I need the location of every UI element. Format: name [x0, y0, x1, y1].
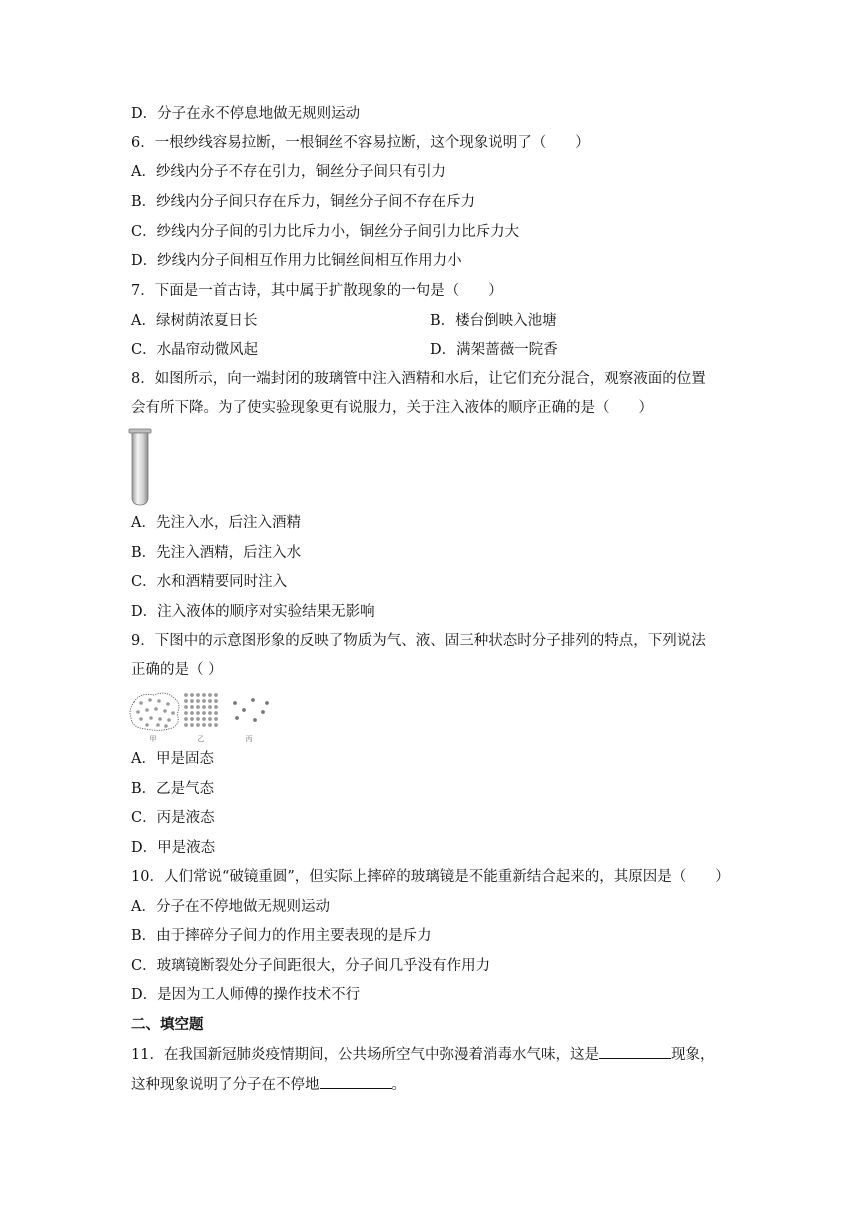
state-jia-diagram [130, 693, 179, 743]
q11-line2-text-b: 。 [391, 1077, 406, 1093]
q10-option-b: B．由于摔碎分子间力的作用主要表现的是斥力 [131, 928, 432, 944]
q9-stem-line2: 正确的是（ ） [131, 662, 223, 678]
q8-option-c: C．水和酒精要同时注入 [131, 574, 288, 590]
q9-option-d: D．甲是液态 [131, 840, 216, 856]
q9-stem-line1: 9．下图中的示意图形象的反映了物质为气、液、固三种状态时分子排列的特点，下列说法 [131, 633, 706, 649]
q5-option-d: D．分子在永不停息地做无规则运动 [131, 106, 361, 122]
section-title: 二、填空题 [131, 1017, 204, 1033]
q11-line1-text-b: 现象， [670, 1047, 715, 1063]
q8-option-d: D．注入液体的顺序对实验结果无影响 [131, 604, 375, 620]
molecule-states-figure [128, 688, 274, 744]
q7-option-a: A．绿树荫浓夏日长 [131, 313, 258, 329]
q11-blank-1 [599, 1044, 671, 1059]
q11-line2 [131, 1074, 406, 1095]
label-bing: 丙 [245, 735, 253, 743]
q8-stem-line1: 8．如图所示，向一端封闭的玻璃管中注入酒精和水后，让它们充分混合，观察液面的位置 [131, 371, 706, 387]
q11-line2-text-a: 这种现象说明了分子在不停地 [131, 1077, 320, 1093]
q6-option-d: D．纱线内分子间相互作用力比铜丝间相互作用力小 [131, 253, 462, 269]
q10-option-a: A．分子在不停地做无规则运动 [131, 899, 330, 915]
q7-option-b: B．楼台倒映入池塘 [430, 313, 557, 329]
state-yi-diagram [184, 693, 218, 743]
q11-line1 [131, 1044, 714, 1065]
test-tube-figure [128, 428, 152, 508]
state-bing-diagram [233, 698, 269, 743]
q11-line1-text-a: 11．在我国新冠肺炎疫情期间，公共场所空气中弥漫着消毒水气味，这是 [131, 1047, 599, 1063]
q9-option-c: C．丙是液态 [131, 810, 215, 826]
q6-option-b: B．纱线内分子间只存在斥力，铜丝分子间不存在斥力 [131, 194, 476, 210]
q6-option-a: A．纱线内分子不存在引力，铜丝分子间只有引力 [131, 164, 446, 180]
q10-option-d: D．是因为工人师傅的操作技术不行 [131, 987, 361, 1003]
label-yi: 乙 [197, 735, 205, 743]
q9-option-a: A．甲是固态 [131, 751, 214, 767]
label-jia: 甲 [149, 735, 157, 743]
q8-option-b: B．先注入酒精，后注入水 [131, 545, 302, 561]
q8-stem-line2: 会有所下降。为了使实验现象更有说服力，关于注入液体的顺序正确的是（ ） [131, 400, 653, 416]
q7-option-d: D．满架蔷薇一院香 [430, 342, 558, 358]
q9-option-b: B．乙是气态 [131, 781, 215, 797]
q8-option-a: A．先注入水，后注入酒精 [131, 515, 301, 531]
q10-option-c: C．玻璃镜断裂处分子间距很大，分子间几乎没有作用力 [131, 958, 491, 974]
q11-blank-2 [320, 1074, 392, 1089]
q7-option-c: C．水晶帘动微风起 [131, 342, 259, 358]
q6-stem: 6．一根纱线容易拉断，一根铜丝不容易拉断，这个现象说明了（ ） [131, 135, 590, 151]
q6-option-c: C．纱线内分子间的引力比斥力小，铜丝分子间引力比斥力大 [131, 224, 520, 240]
q10-stem: 10．人们常说“破镜重圆”，但实际上摔碎的玻璃镜是不能重新结合起来的，其原因是（ ） [131, 869, 730, 885]
q7-stem: 7．下面是一首古诗，其中属于扩散现象的一句是（ ） [131, 283, 503, 299]
